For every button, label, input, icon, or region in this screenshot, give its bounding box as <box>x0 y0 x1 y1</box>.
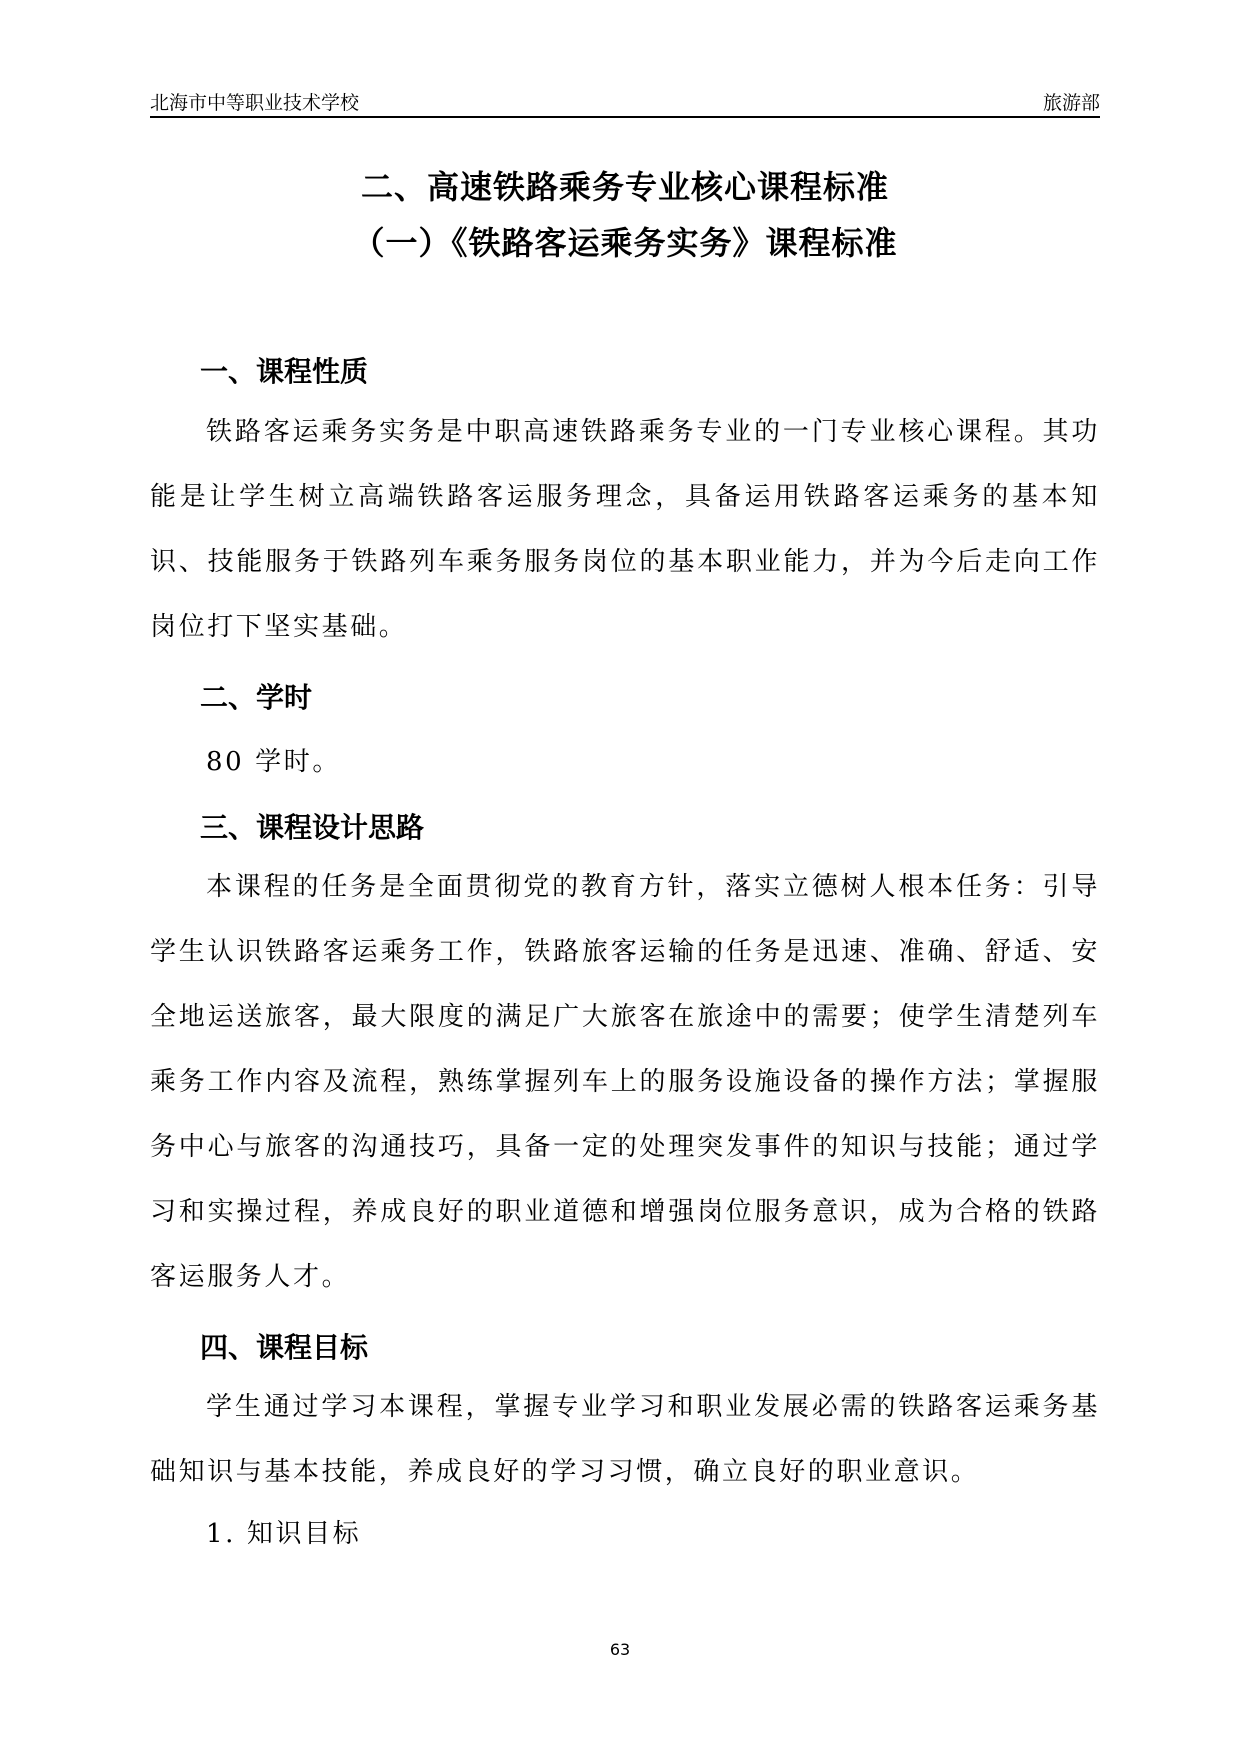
section-heading-hours: 二、学时 <box>200 681 313 714</box>
section-body-design: 本课程的任务是全面贯彻党的教育方针，落实立德树人根本任务：引导学生认识铁路客运乘务工作，铁路旅客运输的任务是迅速、准确、舒适、安全地运送旅客，最大限度的满足广大旅客在旅途中的需要；使学生清楚列车乘务工作内容及流程，熟练掌握列车上的服务设施设备的操作方法；掌握服务中心与旅客的沟通技巧，具备一定的处理突发事件的知识与技能；通过学习和实操过程，养成良好的职业道德和增强岗位服务意识，成为合格的铁路客运服务人才。 <box>150 872 1100 1292</box>
header-department: 旅游部 <box>1042 92 1100 114</box>
section-body-hours: 80 学时。 <box>206 747 341 777</box>
page-header <box>150 88 1100 118</box>
section-heading-design: 三、课程设计思路 <box>200 811 425 844</box>
document-title: 二、高速铁路乘务专业核心课程标准 <box>360 168 889 206</box>
section-body-goals: 学生通过学习本课程，掌握专业学习和职业发展必需的铁路客运乘务基础知识与基本技能，养成良好的学习习惯，确立良好的职业意识。 <box>150 1392 1100 1487</box>
section-body-nature: 铁路客运乘务实务是中职高速铁路乘务专业的一门专业核心课程。其功能是让学生树立高端铁路客运服务理念，具备运用铁路客运乘务的基本知识、技能服务于铁路列车乘务服务岗位的基本职业能力，并为今后走向工作岗位打下坚实基础。 <box>150 417 1100 642</box>
header-school-name: 北海市中等职业技术学校 <box>150 92 360 114</box>
page-number: 63 <box>609 1640 631 1659</box>
section-heading-nature: 一、课程性质 <box>200 355 369 388</box>
document-subtitle: （一）《铁路客运乘务实务》课程标准 <box>352 224 898 262</box>
section-heading-goals: 四、课程目标 <box>200 1331 369 1364</box>
goals-item-knowledge: 1. 知识目标 <box>206 1519 362 1549</box>
